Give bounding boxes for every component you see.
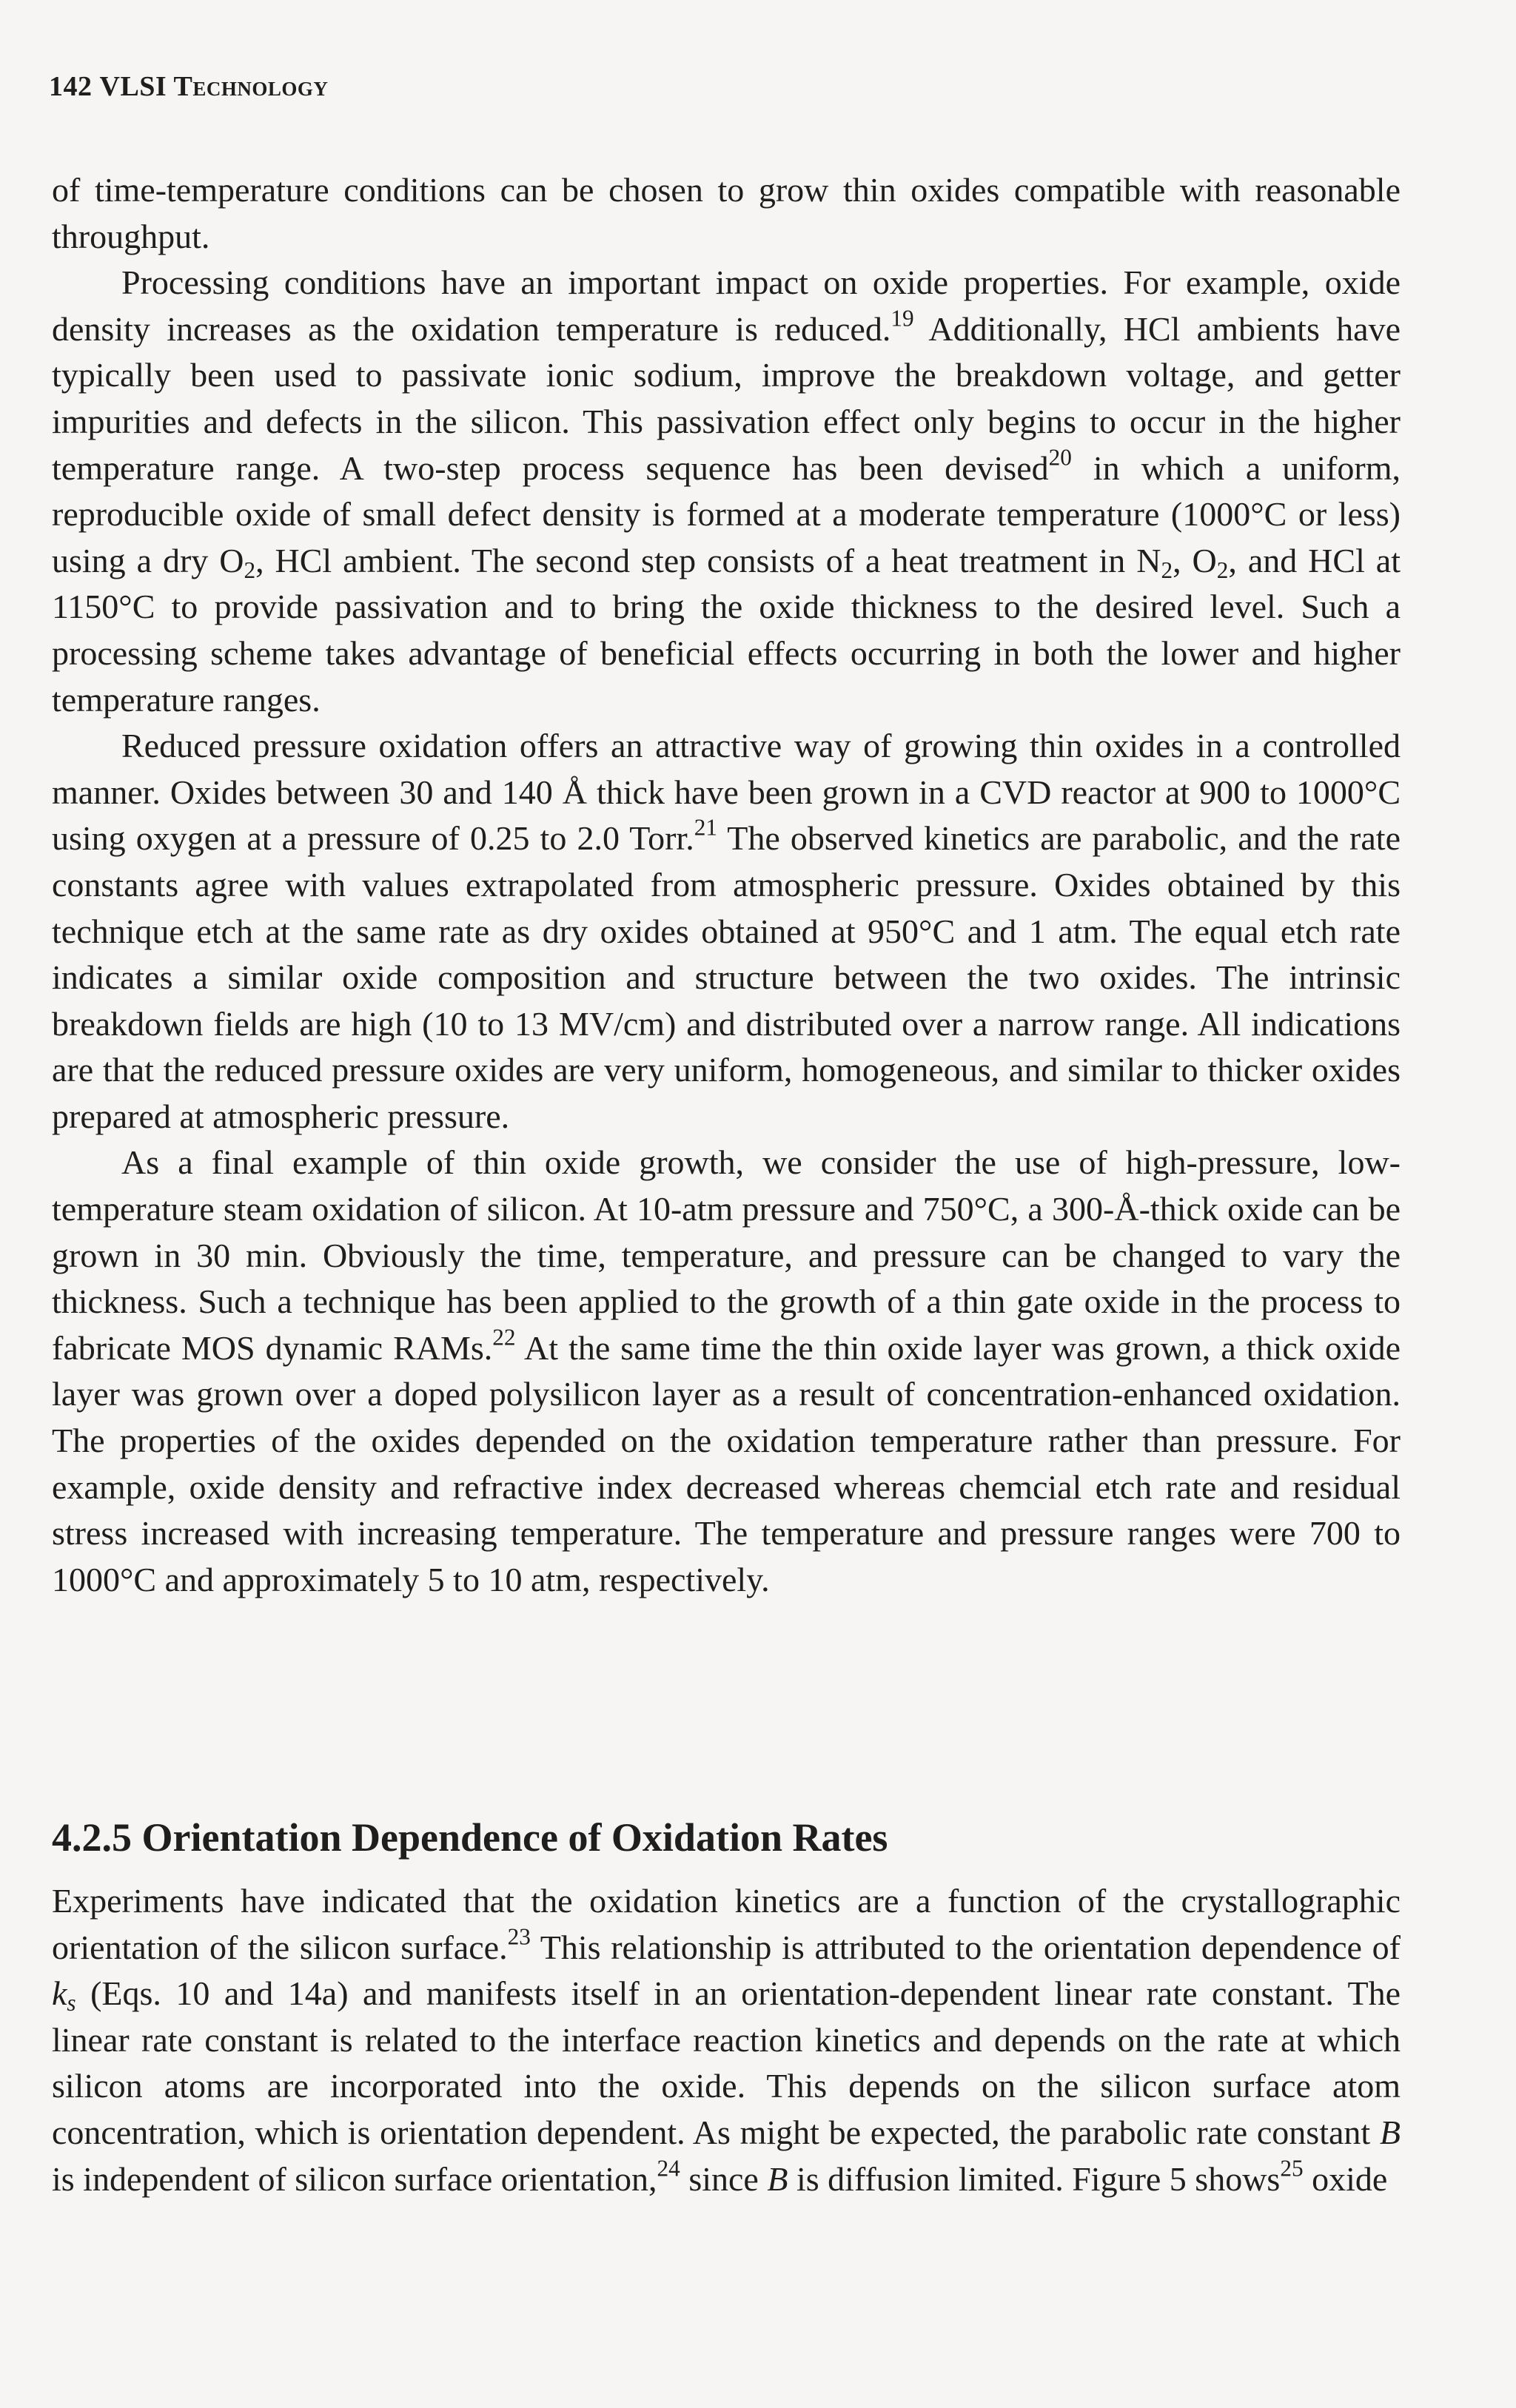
paragraph-orientation — [52, 1878, 1401, 2202]
footnote-ref-19: 19 — [891, 305, 914, 332]
text-run: in which a uniform, reproducible oxide of small defect density is formed at a moderate temperature (1000°C or less) using a dry O — [52, 448, 1401, 579]
symbol-B: B — [1379, 2113, 1401, 2151]
text-run: oxide — [1303, 2159, 1388, 2198]
footnote-ref-23: 23 — [507, 1923, 531, 1950]
text-run: Additionally, HCl ambients have typically been used to passivate ionic sodium, improve the breakdown voltage, and getter impurities and defects in the silicon. This passivation effect only begins to occur in the higher temperature range. A two-step process sequence has been devised — [52, 309, 1401, 487]
text-run: of time-temperature conditions can be chosen to grow thin oxides compatible with reasonable throughput. — [52, 171, 1401, 255]
section-title: Orientation Dependence of Oxidation Rates — [141, 1815, 888, 1860]
text-run: (Eqs. 10 and 14a) and manifests itself in an orientation-dependent linear rate constant. The linear rate constant is related to the interface reaction kinetics and depends on the rate at which silicon atoms are incorporated into the oxide. This depends on the silicon surface atom concentration, which is orientation dependent. As might be expected, the parabolic rate constant — [52, 1974, 1401, 2151]
text-run: , HCl ambient. The second step consists of a heat treatment in N — [255, 541, 1161, 579]
footnote-ref-24: 24 — [657, 2155, 680, 2182]
subscript-s: s — [67, 1990, 76, 2016]
text-run: This relationship is attributed to the orientation dependence of — [530, 1928, 1401, 1966]
paragraph-reduced-pressure — [52, 723, 1401, 1140]
section-number: 4.2.5 — [52, 1815, 132, 1860]
text-run: , and HCl at 1150°C to provide passivation and to bring the oxide thickness to the desired level. Such a processing scheme takes advantage of beneficial effects occurring in both the lower and higher temperature ranges. — [52, 541, 1401, 719]
text-run: Experiments have indicated that the oxidation kinetics are a function of the crystallographic orientation of the silicon surface. — [52, 1882, 1401, 1966]
body-text-top — [52, 167, 1401, 1603]
footnote-ref-21: 21 — [694, 814, 717, 841]
text-run: Processing conditions have an important impact on oxide properties. For example, oxide density increases as the oxidation temperature is reduced. — [52, 263, 1401, 348]
running-head — [49, 70, 328, 103]
paragraph-high-pressure — [52, 1140, 1401, 1603]
subscript-o2: 2 — [1216, 556, 1229, 583]
text-run: since — [680, 2159, 768, 2198]
subscript-n2: 2 — [1161, 556, 1173, 583]
paragraph-processing-conditions — [52, 260, 1401, 723]
text-run: As a final example of thin oxide growth, we consider the use of high-pressure, low-temperature steam oxidation of silicon. At 10-atm pressure and 750°C, a 300-Å-thick oxide can be grown in 30 min. Obviously the time, temperature, and pressure can be changed to vary the thickness. Such a technique has been applied to the growth of a thin gate oxide in the process to fabricate MOS dynamic RAMs. — [52, 1143, 1401, 1367]
symbol-k: k — [52, 1974, 67, 2013]
subscript-o2: 2 — [244, 556, 256, 583]
text-run: The observed kinetics are parabolic, and the rate constants agree with values extrapolated from atmospheric pressure. Oxides obtained by this technique etch at the same rate as dry oxides obtained at 950°C and 1 atm. The equal etch rate indicates a similar oxide composition and structure between the two oxides. The intrinsic breakdown fields are high (10 to 13 MV/cm) and distributed over a narrow range. All indications are that the reduced pressure oxides are very uniform, homogeneous, and similar to thicker oxides prepared at atmospheric pressure. — [52, 819, 1401, 1135]
text-run: At the same time the thin oxide layer was grown, a thick oxide layer was grown over a doped polysilicon layer as a result of concentration-enhanced oxidation. The properties of the oxides depended on the oxidation temperature rather than pressure. For example, oxide density and refractive index decreased whereas chemcial etch rate and residual stress increased with increasing temperature. The temperature and pressure ranges were 700 to 1000°C and approximately 5 to 10 atm, respectively. — [52, 1328, 1401, 1598]
text-run: Reduced pressure oxidation offers an attractive way of growing thin oxides in a controlled manner. Oxides between 30 and 140 Å thick have been grown in a CVD reactor at 900 to 1000°C using oxygen at a pressure of 0.25 to 2.0 Torr. — [52, 727, 1401, 858]
section-heading — [52, 1815, 888, 1860]
paragraph-continued — [52, 167, 1401, 260]
symbol-B: B — [767, 2159, 788, 2198]
footnote-ref-25: 25 — [1280, 2155, 1304, 2182]
text-run: is independent of silicon surface orientation, — [52, 2159, 657, 2198]
body-text-bottom — [52, 1878, 1401, 2202]
text-run: , O — [1173, 541, 1217, 579]
footnote-ref-20: 20 — [1048, 444, 1072, 471]
page-number: 142 — [49, 71, 93, 102]
book-title: VLSI Technology — [99, 71, 329, 102]
footnote-ref-22: 22 — [492, 1324, 516, 1351]
text-run: is diffusion limited. Figure 5 shows — [788, 2159, 1281, 2198]
